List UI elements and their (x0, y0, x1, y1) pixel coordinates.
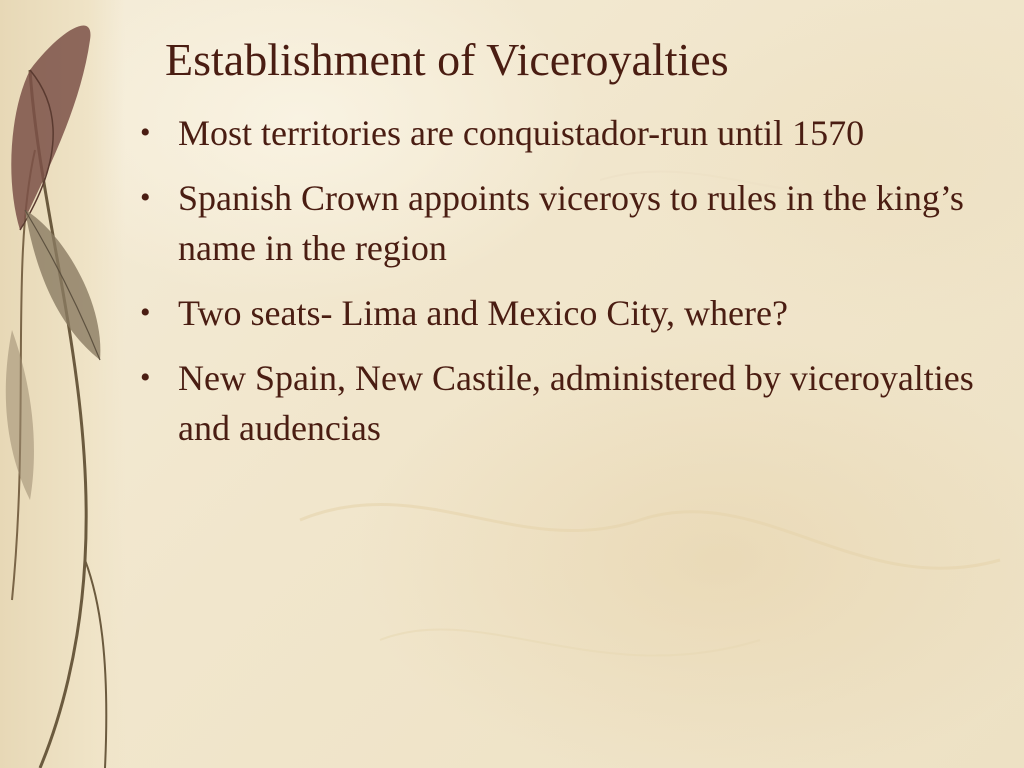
bullet-item (140, 288, 980, 338)
slide-title: Establishment of Viceroyalties (165, 34, 729, 85)
bullet-item (140, 108, 980, 158)
bullet-list (140, 108, 980, 468)
bullet-text: New Spain, New Castile, administered by viceroyalties and audencias (178, 358, 974, 448)
leaf-branch-illustration (0, 0, 140, 768)
bullet-text: Spanish Crown appoints viceroys to rules in the king’s name in the region (178, 178, 964, 268)
bullet-text: Two seats- Lima and Mexico City, where? (178, 293, 788, 333)
bullet-text: Most territories are conquistador-run until 1570 (178, 113, 865, 153)
bullet-marker: • (140, 361, 151, 394)
bullet-marker: • (140, 181, 151, 214)
bullet-marker: • (140, 296, 151, 329)
bullet-marker: • (140, 116, 151, 149)
bullet-item (140, 353, 980, 453)
bullet-item (140, 173, 980, 273)
